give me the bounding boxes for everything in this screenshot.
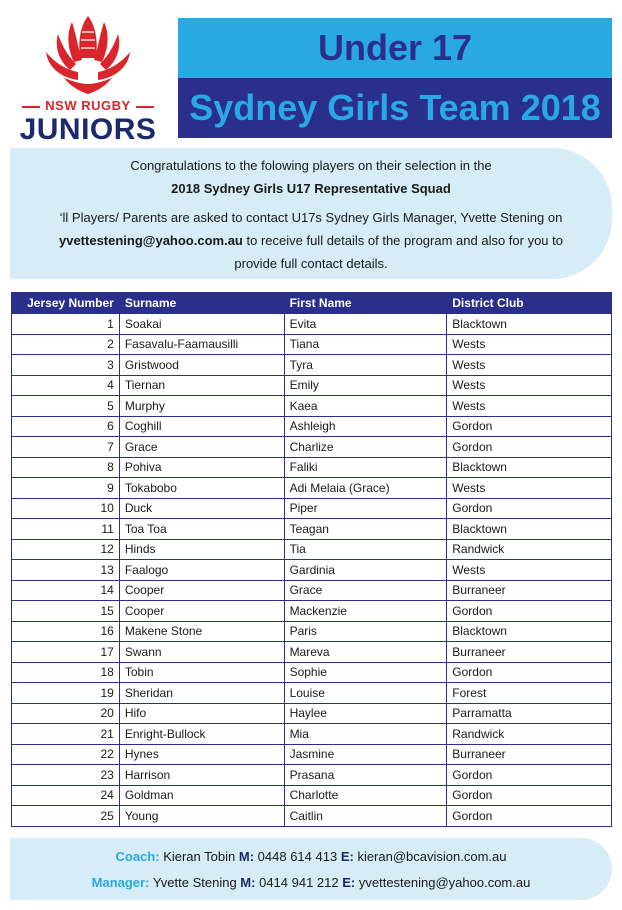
cell-first-name: Mareva	[284, 642, 447, 663]
cell-first-name: Sophie	[284, 662, 447, 683]
manager-phone: 0414 941 212	[259, 875, 339, 890]
cell-first-name: Charlize	[284, 437, 447, 458]
cell-district-club: Wests	[447, 355, 612, 376]
table-row	[12, 601, 612, 622]
cell-surname: Tobin	[119, 662, 284, 683]
cell-first-name: Piper	[284, 498, 447, 519]
cell-district-club: Wests	[447, 334, 612, 355]
cell-first-name: Gardinia	[284, 560, 447, 581]
table-row	[12, 416, 612, 437]
manager-contact	[10, 875, 612, 890]
cell-jersey-number: 4	[12, 375, 120, 396]
squad-table	[11, 292, 612, 827]
cell-first-name: Louise	[284, 683, 447, 704]
logo-text-juniors: JUNIORS	[19, 113, 157, 146]
cell-surname: Cooper	[119, 601, 284, 622]
cell-jersey-number: 20	[12, 703, 120, 724]
cell-surname: Enright-Bullock	[119, 724, 284, 745]
table-row	[12, 765, 612, 786]
table-row	[12, 334, 612, 355]
cell-first-name: Ashleigh	[284, 416, 447, 437]
manager-mobile-label: M:	[240, 875, 256, 890]
cell-district-club: Blacktown	[447, 314, 612, 335]
cell-jersey-number: 19	[12, 683, 120, 704]
cell-first-name: Evita	[284, 314, 447, 335]
table-row	[12, 642, 612, 663]
table-row	[12, 806, 612, 827]
coach-label: Coach:	[115, 849, 160, 864]
cell-surname: Cooper	[119, 580, 284, 601]
cell-surname: Makene Stone	[119, 621, 284, 642]
cell-district-club: Blacktown	[447, 621, 612, 642]
intro-contact-rest: to receive full details of the program and also for you to	[242, 233, 563, 248]
cell-first-name: Prasana	[284, 765, 447, 786]
table-row	[12, 519, 612, 540]
intro-contact-instruction: ‘ll Players/ Parents are asked to contact U17s Sydney Girls Manager, Yvette Stening on	[59, 210, 563, 225]
coach-email[interactable]: kieran@bcavision.com.au	[357, 849, 507, 864]
cell-district-club: Gordon	[447, 437, 612, 458]
table-row	[12, 375, 612, 396]
cell-surname: Swann	[119, 642, 284, 663]
table-row	[12, 621, 612, 642]
cell-surname: Young	[119, 806, 284, 827]
table-row	[12, 539, 612, 560]
cell-district-club: Gordon	[447, 662, 612, 683]
cell-first-name: Tiana	[284, 334, 447, 355]
coach-phone: 0448 614 413	[257, 849, 338, 864]
cell-district-club: Gordon	[447, 765, 612, 786]
intro-contact-details: provide full contact details.	[234, 256, 388, 271]
cell-surname: Fasavalu-Faamausilli	[119, 334, 284, 355]
cell-district-club: Parramatta	[447, 703, 612, 724]
title-sydney-girls-team: Sydney Girls Team 2018	[178, 78, 612, 138]
waratah-flower-icon	[38, 12, 138, 96]
cell-surname: Pohiva	[119, 457, 284, 478]
cell-jersey-number: 5	[12, 396, 120, 417]
cell-district-club: Randwick	[447, 539, 612, 560]
cell-district-club: Wests	[447, 560, 612, 581]
cell-district-club: Burraneer	[447, 744, 612, 765]
cell-district-club: Burraneer	[447, 642, 612, 663]
cell-surname: Tokabobo	[119, 478, 284, 499]
cell-jersey-number: 24	[12, 785, 120, 806]
cell-jersey-number: 9	[12, 478, 120, 499]
intro-congratulations: Congratulations to the folowing players on their selection in the	[130, 158, 492, 173]
cell-surname: Murphy	[119, 396, 284, 417]
manager-email-label: E:	[342, 875, 356, 890]
cell-jersey-number: 8	[12, 457, 120, 478]
cell-surname: Sheridan	[119, 683, 284, 704]
coach-email-label: E:	[340, 849, 354, 864]
table-row	[12, 703, 612, 724]
cell-jersey-number: 1	[12, 314, 120, 335]
manager-name: Yvette Stening	[152, 875, 237, 890]
cell-first-name: Haylee	[284, 703, 447, 724]
header-first-name: First Name	[284, 293, 447, 314]
header-jersey-number: Jersey Number	[12, 293, 120, 314]
table-row	[12, 662, 612, 683]
cell-district-club: Randwick	[447, 724, 612, 745]
table-row	[12, 560, 612, 581]
cell-district-club: Wests	[447, 396, 612, 417]
cell-surname: Gristwood	[119, 355, 284, 376]
cell-surname: Soakai	[119, 314, 284, 335]
cell-district-club: Wests	[447, 375, 612, 396]
cell-surname: Grace	[119, 437, 284, 458]
cell-jersey-number: 12	[12, 539, 120, 560]
cell-surname: Hinds	[119, 539, 284, 560]
cell-jersey-number: 10	[12, 498, 120, 519]
cell-surname: Toa Toa	[119, 519, 284, 540]
table-row	[12, 498, 612, 519]
table-row	[12, 437, 612, 458]
cell-first-name: Mackenzie	[284, 601, 447, 622]
cell-surname: Tiernan	[119, 375, 284, 396]
cell-jersey-number: 22	[12, 744, 120, 765]
cell-first-name: Tia	[284, 539, 447, 560]
cell-jersey-number: 6	[12, 416, 120, 437]
coach-contact	[10, 849, 612, 864]
table-row	[12, 744, 612, 765]
cell-surname: Goldman	[119, 785, 284, 806]
cell-jersey-number: 16	[12, 621, 120, 642]
cell-first-name: Emily	[284, 375, 447, 396]
table-row	[12, 580, 612, 601]
cell-district-club: Gordon	[447, 416, 612, 437]
cell-district-club: Gordon	[447, 498, 612, 519]
logo-text-nsw-rugby: NSW RUGBY	[8, 98, 168, 113]
cell-jersey-number: 18	[12, 662, 120, 683]
table-row	[12, 396, 612, 417]
cell-jersey-number: 13	[12, 560, 120, 581]
cell-surname: Duck	[119, 498, 284, 519]
cell-jersey-number: 2	[12, 334, 120, 355]
cell-district-club: Forest	[447, 683, 612, 704]
cell-surname: Harrison	[119, 765, 284, 786]
table-row	[12, 785, 612, 806]
cell-surname: Coghill	[119, 416, 284, 437]
cell-surname: Faalogo	[119, 560, 284, 581]
cell-surname: Hynes	[119, 744, 284, 765]
cell-district-club: Blacktown	[447, 519, 612, 540]
cell-jersey-number: 15	[12, 601, 120, 622]
intro-contact-line	[10, 229, 612, 252]
cell-jersey-number: 14	[12, 580, 120, 601]
table-header-row	[12, 293, 612, 314]
cell-jersey-number: 17	[12, 642, 120, 663]
cell-first-name: Faliki	[284, 457, 447, 478]
table-row	[12, 457, 612, 478]
intro-panel	[10, 148, 612, 279]
coach-mobile-label: M:	[238, 849, 255, 864]
cell-first-name: Caitlin	[284, 806, 447, 827]
cell-district-club: Wests	[447, 478, 612, 499]
cell-district-club: Gordon	[447, 806, 612, 827]
cell-first-name: Paris	[284, 621, 447, 642]
title-under-17: Under 17	[178, 18, 612, 78]
nsw-rugby-juniors-logo	[8, 12, 168, 146]
cell-district-club: Burraneer	[447, 580, 612, 601]
table-row	[12, 683, 612, 704]
cell-first-name: Charlotte	[284, 785, 447, 806]
table-row	[12, 478, 612, 499]
cell-first-name: Adi Melaia (Grace)	[284, 478, 447, 499]
cell-jersey-number: 7	[12, 437, 120, 458]
table-row	[12, 724, 612, 745]
cell-district-club: Blacktown	[447, 457, 612, 478]
cell-first-name: Kaea	[284, 396, 447, 417]
table-row	[12, 355, 612, 376]
cell-first-name: Grace	[284, 580, 447, 601]
cell-jersey-number: 25	[12, 806, 120, 827]
cell-first-name: Tyra	[284, 355, 447, 376]
intro-email-link[interactable]: yvettestening@yahoo.com.au	[58, 233, 243, 248]
coach-name: Kieran Tobin	[163, 849, 236, 864]
cell-jersey-number: 23	[12, 765, 120, 786]
manager-label: Manager:	[91, 875, 150, 890]
cell-first-name: Jasmine	[284, 744, 447, 765]
cell-first-name: Mia	[284, 724, 447, 745]
intro-squad-name: 2018 Sydney Girls U17 Representative Squad	[171, 181, 451, 196]
header-surname: Surname	[119, 293, 284, 314]
cell-jersey-number: 11	[12, 519, 120, 540]
manager-email[interactable]: yvettestening@yahoo.com.au	[358, 875, 531, 890]
cell-jersey-number: 3	[12, 355, 120, 376]
cell-surname: Hifo	[119, 703, 284, 724]
cell-first-name: Teagan	[284, 519, 447, 540]
cell-district-club: Gordon	[447, 785, 612, 806]
table-row	[12, 314, 612, 335]
contacts-footer	[10, 838, 612, 900]
cell-district-club: Gordon	[447, 601, 612, 622]
cell-jersey-number: 21	[12, 724, 120, 745]
header-district-club: District Club	[447, 293, 612, 314]
